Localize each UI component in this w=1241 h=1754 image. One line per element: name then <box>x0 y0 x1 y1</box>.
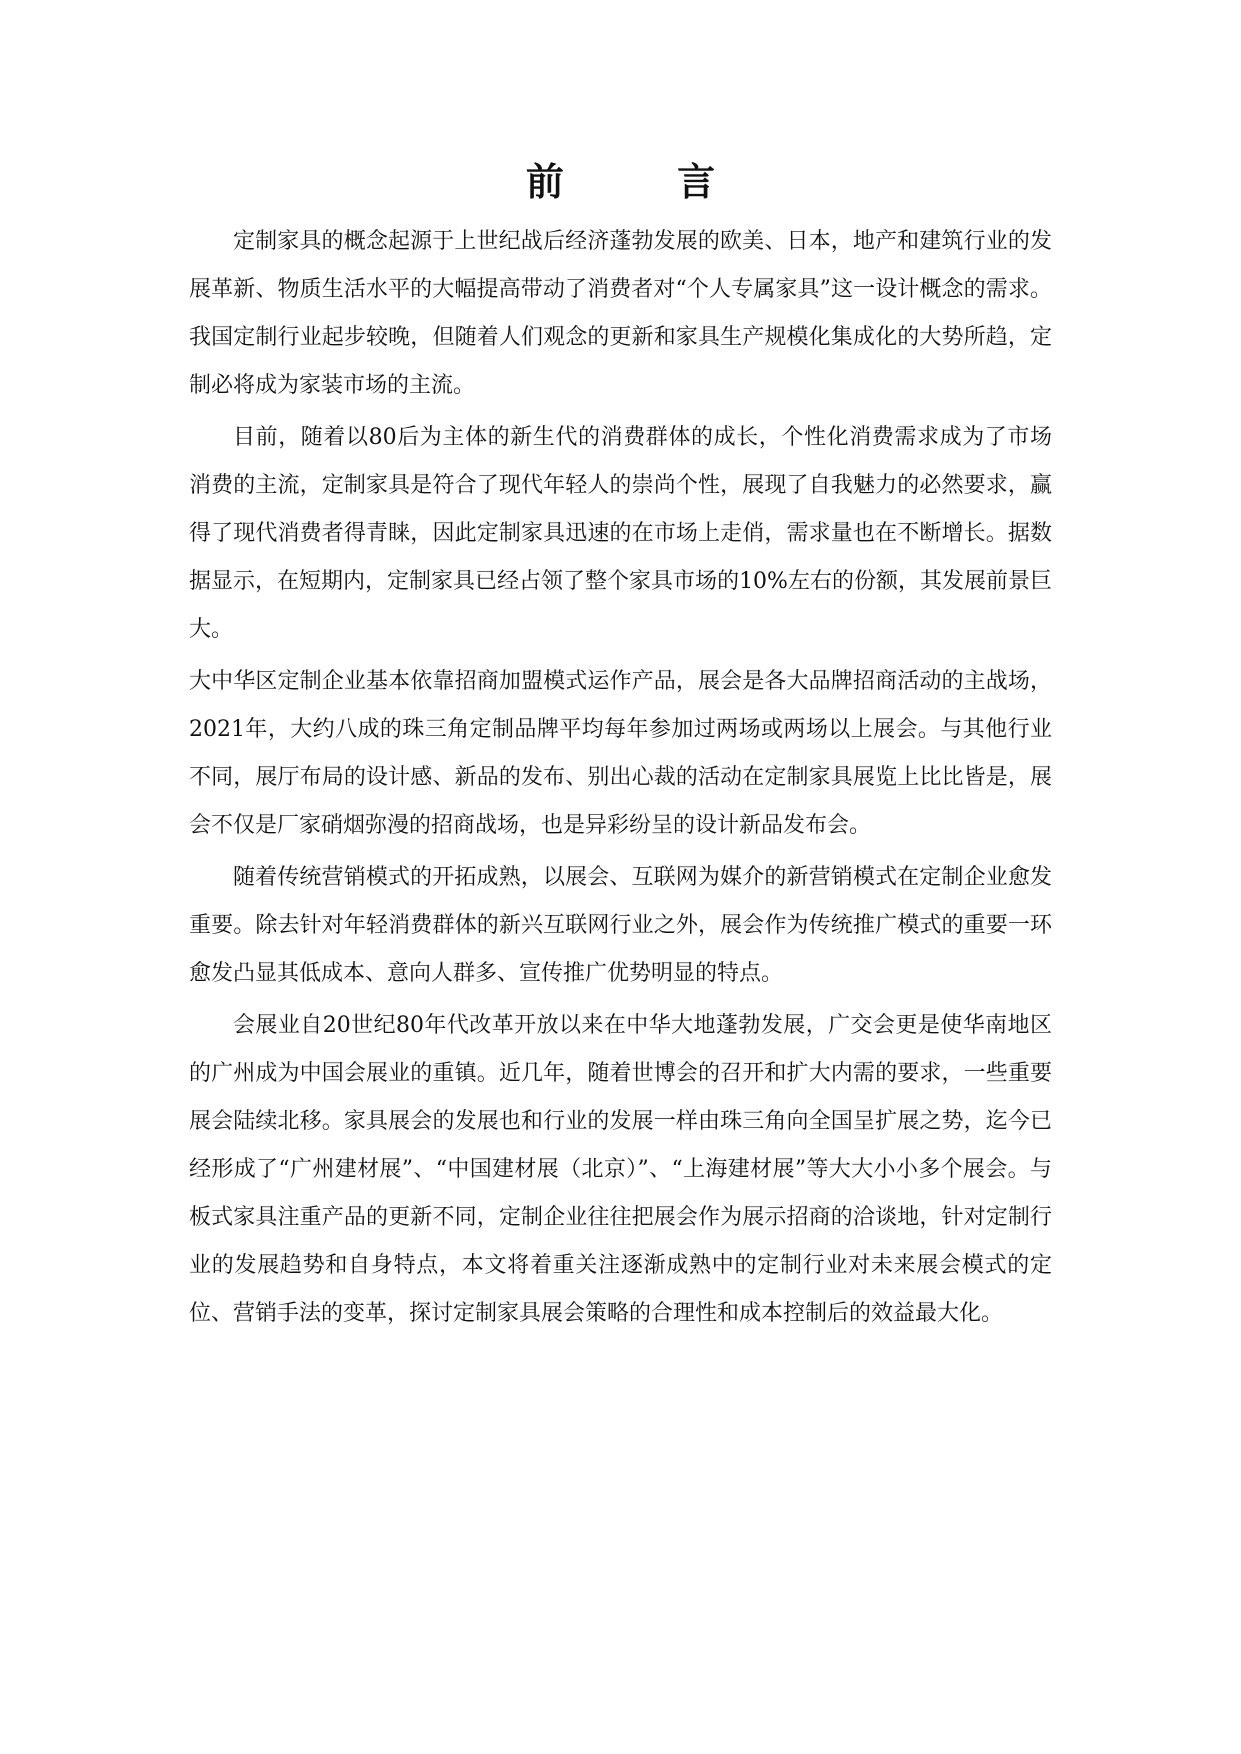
paragraph-exhibition-history: 会展业自20世纪80年代改革开放以来在中华大地蓬勃发展，广交会更是使华南地区的广州成为中国会展业的重镇。近几年，随着世博会的召开和扩大内需的要求，一些重要展会陆续北移。家具展会的发展也和行业的发展一样由珠三角向全国呈扩展之势，迄今已经形成了“广州建材展”、“中国建材展（北京）”、“上海建材展”等大大小小多个展会。与板式家具注重产品的更新不同，定制企业往往把展会作为展示招商的洽谈地，针对定制行业的发展趋势和自身特点，本文将着重关注逐渐成熟中的定制行业对未来展会模式的定位、营销手法的变革，探讨定制家具展会策略的合理性和成本控制后的效益最大化。 <box>189 1013 1052 1326</box>
paragraph-exhibition-role: 大中华区定制企业基本依靠招商加盟模式运作产品，展会是各大品牌招商活动的主战场，2021年，大约八成的珠三角定制品牌平均每年参加过两场或两场以上展会。与其他行业不同，展厅布局的设计感、新品的发布、别出心裁的活动在定制家具展览上比比皆是，展会不仅是厂家硝烟弥漫的招商战场，也是异彩纷呈的设计新品发布会。 <box>189 669 1052 838</box>
page-title: 前 言 <box>525 159 766 204</box>
preface-body <box>189 218 1052 1342</box>
paragraph-current-trend: 目前，随着以80后为主体的新生代的消费群体的成长，个性化消费需求成为了市场消费的主流，定制家具是符合了现代年轻人的崇尚个性，展现了自我魅力的必然要求，赢得了现代消费者得青睐，因此定制家具迅速的在市场上走俏，需求量也在不断增长。据数据显示，在短期内，定制家具已经占领了整个家具市场的10%左右的份额，其发展前景巨大。 <box>189 425 1052 642</box>
paragraph-origin: 定制家具的概念起源于上世纪战后经济蓬勃发展的欧美、日本，地产和建筑行业的发展革新、物质生活水平的大幅提高带动了消费者对“个人专属家具”这一设计概念的需求。我国定制行业起步较晚，但随着人们观念的更新和家具生产规模化集成化的大势所趋，定制必将成为家装市场的主流。 <box>189 229 1052 398</box>
paragraph-new-marketing: 随着传统营销模式的开拓成熟，以展会、互联网为媒介的新营销模式在定制企业愈发重要。除去针对年轻消费群体的新兴互联网行业之外，展会作为传统推广模式的重要一环愈发凸显其低成本、意向人群多、宣传推广优势明显的特点。 <box>189 865 1052 986</box>
